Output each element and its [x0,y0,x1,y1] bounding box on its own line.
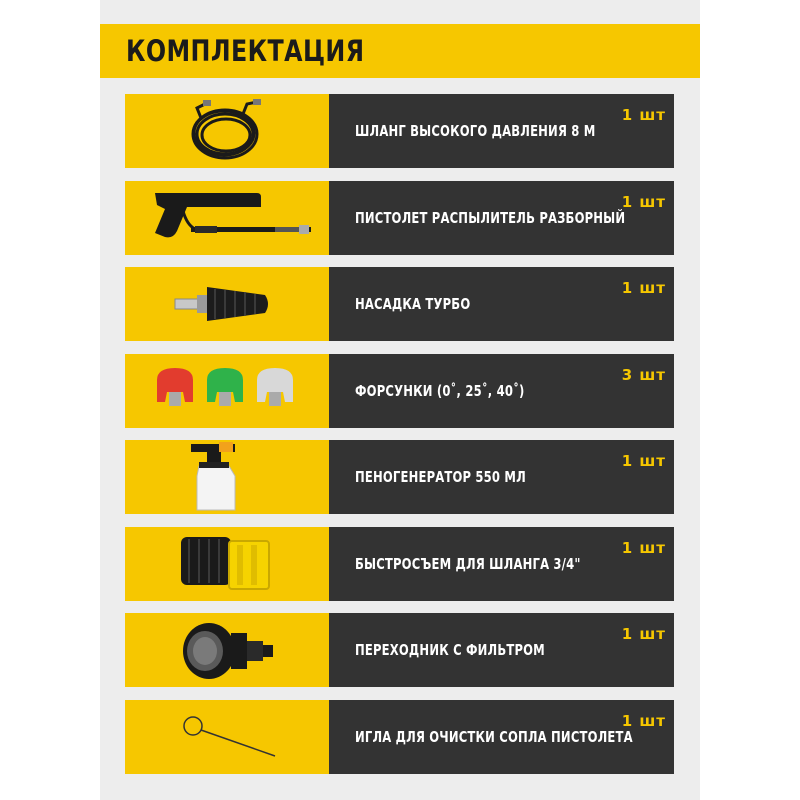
item-quantity: 1 шт [621,539,666,557]
item-image-box [125,354,329,428]
item-label: ПЕРЕХОДНИК С ФИЛЬТРОМ [355,641,545,659]
item-quantity: 1 шт [621,712,666,730]
item-image-box [125,700,329,774]
item-label: ИГЛА ДЛЯ ОЧИСТКИ СОПЛА ПИСТОЛЕТА [355,728,633,746]
foam-generator-icon [125,440,329,514]
item-label: ПИСТОЛЕТ РАСПЫЛИТЕЛЬ РАЗБОРНЫЙ [355,209,626,227]
turbo-nozzle-icon [125,267,329,341]
item-text-box [329,613,674,687]
cleaning-needle-icon [125,700,329,774]
item-image-box [125,613,329,687]
item-quantity: 1 шт [621,452,666,470]
kit-item-nozzle-tips [125,354,674,428]
kit-item-filter-adapter [125,613,674,687]
item-label: БЫСТРОСЪЕМ ДЛЯ ШЛАНГА 3/4" [355,555,581,573]
kit-item-foam-generator [125,440,674,514]
nozzle-tips-icon [125,354,329,428]
kit-item-hose [125,94,674,168]
item-label: ПЕНОГЕНЕРАТОР 550 МЛ [355,468,526,486]
item-quantity: 1 шт [621,279,666,297]
item-quantity: 1 шт [621,625,666,643]
quick-connector-icon [125,527,329,601]
item-image-box [125,181,329,255]
item-text-box [329,700,674,774]
spray-gun-icon [125,181,329,255]
item-label: НАСАДКА ТУРБО [355,295,471,313]
item-quantity: 1 шт [621,193,666,211]
item-label: ФОРСУНКИ (0˚, 25˚, 40˚) [355,382,525,400]
item-image-box [125,94,329,168]
item-quantity: 1 шт [621,106,666,124]
item-text-box [329,94,674,168]
page-title: КОМПЛЕКТАЦИЯ [126,34,365,68]
hose-icon [125,94,329,168]
kit-item-spray-gun [125,181,674,255]
kit-item-turbo-nozzle [125,267,674,341]
filter-adapter-icon [125,613,329,687]
item-text-box [329,527,674,601]
kit-item-cleaning-needle [125,700,674,774]
item-image-box [125,440,329,514]
item-text-box [329,267,674,341]
item-text-box [329,354,674,428]
title-banner [100,24,700,78]
item-label: ШЛАНГ ВЫСОКОГО ДАВЛЕНИЯ 8 М [355,122,596,140]
item-image-box [125,527,329,601]
item-image-box [125,267,329,341]
kit-item-quick-connector [125,527,674,601]
item-quantity: 3 шт [621,366,666,384]
item-text-box [329,440,674,514]
item-text-box [329,181,674,255]
